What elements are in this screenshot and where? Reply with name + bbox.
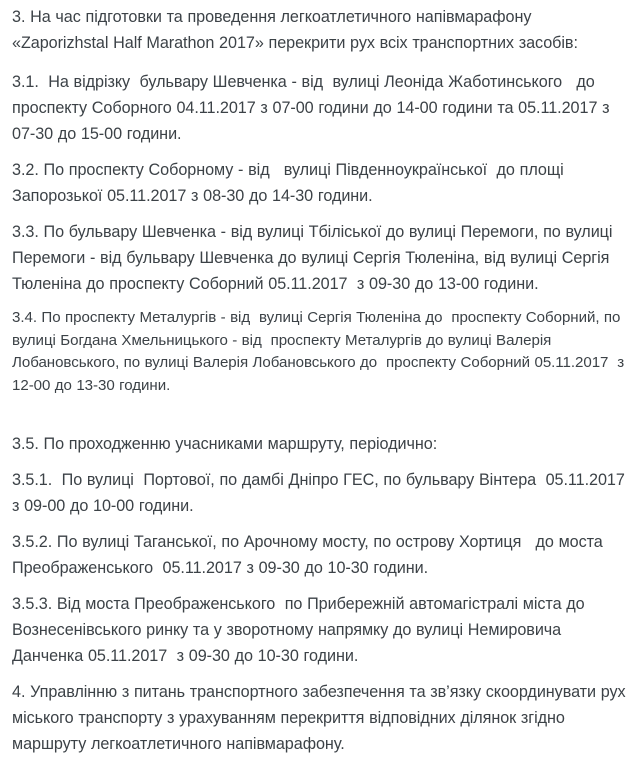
paragraph-spacer xyxy=(12,457,628,467)
paragraph-3-1: 3.1. На відрізку бульвару Шевченка - від вулиці Леоніда Жаботинського до проспекту Соборного 04.11.2017 з 07-00 години до 14-00 години та 05.11.2017 з 07-30 до 15-00 години. xyxy=(12,73,615,143)
paragraph-4: 4. Управлінню з питань транспортного забезпечення та зв’язку скоординувати рух міського транспорту з урахуванням перекриття відповідних ділянок згідно маршруту легкоатлетичного напівмарафону. xyxy=(12,683,631,754)
paragraph-3: 3. На час підготовки та проведення легкоатлетичного напівмарафону «Zaporizhstal Half Marathon 2017» перекрити рух всіх транспортних засобів: xyxy=(12,8,578,52)
paragraph-3-5: 3.5. По проходженню учасниками маршруту, періодично: xyxy=(12,435,438,454)
paragraph-3-4: 3.4. По проспекту Металургів - від вулиці Сергія Тюленіна до проспекту Соборний, по вулиці Богдана Хмельницького - від проспекту Металургів до вулиці Валерія Лобановського, по вулиці Валерія Лобановського до проспекту Соборний 05.11.2017 з 12-00 до 13-30 години. xyxy=(12,309,629,394)
paragraph-3-3: 3.3. По бульвару Шевченка - від вулиці Тбіліської до вулиці Перемоги, по вулиці Перемоги - від бульвару Шевченка до вулиці Сергія Тюленіна, від вулиці Сергія Тюленіна до проспекту Соборний 05.11.2017 з 09-30 до 13-00 години. xyxy=(12,223,618,293)
paragraph-3-2: 3.2. По проспекту Соборному - від вулиці Південноукраїнської до площі Запорозької 05.11.2017 з 08-30 до 14-30 години. xyxy=(12,161,569,205)
paragraph-3-5-1: 3.5.1. По вулиці Портової, по дамбі Дніпро ГЕС, по бульвару Вінтера 05.11.2017 з 09-00 до 10-00 години. xyxy=(12,471,630,516)
paragraph-spacer xyxy=(12,519,628,529)
paragraph-spacer xyxy=(12,209,628,219)
paragraph-spacer xyxy=(12,669,628,679)
paragraph-spacer xyxy=(12,56,628,69)
paragraph-spacer xyxy=(12,147,628,157)
paragraph-spacer-large xyxy=(12,397,628,431)
paragraph-spacer xyxy=(12,581,628,591)
paragraph-3-5-3: 3.5.3. Від моста Преображенського по Прибережній автомагістралі міста до Вознесенівського ринку та у зворотному напрямку до вулиці Немировича Данченка 05.11.2017 з 09-30 до 10-30 години. xyxy=(12,595,590,666)
paragraph-3-5-2: 3.5.2. По вулиці Таганської, по Арочному мосту, по острову Хортиця до моста Преображенського 05.11.2017 з 09-30 до 10-30 години. xyxy=(12,533,608,578)
paragraph-spacer xyxy=(12,297,628,307)
